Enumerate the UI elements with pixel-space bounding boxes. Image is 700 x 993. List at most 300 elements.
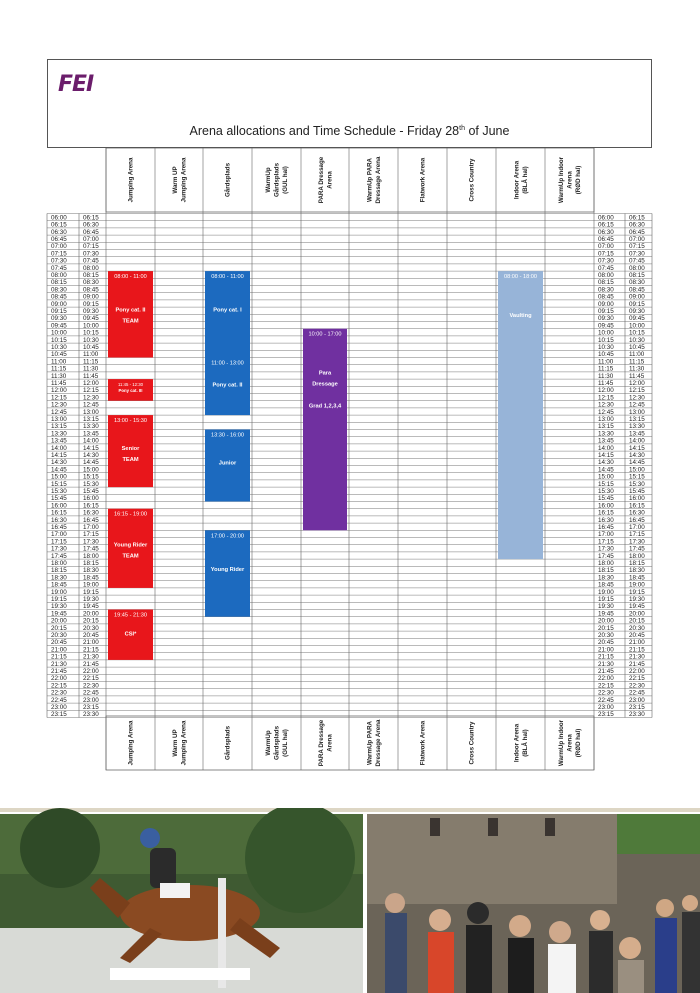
time-end: 10:45: [83, 344, 99, 351]
time-end: 16:00: [629, 495, 645, 503]
time-end: 09:45: [629, 315, 645, 323]
time-end: 15:15: [83, 473, 99, 481]
time-start: 18:45: [51, 581, 67, 589]
arena-name: Jumping Arena: [127, 157, 135, 203]
arena-name: Dressage Arena: [374, 719, 382, 767]
time-start: 18:30: [598, 574, 614, 582]
time-start: 15:15: [51, 480, 67, 488]
time-end: 21:00: [629, 639, 645, 647]
time-start: 13:00: [51, 416, 67, 423]
time-end: 17:00: [83, 524, 99, 531]
event-time: 08:00 - 11:00: [114, 274, 147, 281]
arena-name: WarmUp PARA: [366, 158, 374, 202]
time-start: 23:15: [51, 711, 67, 719]
time-end: 16:30: [83, 509, 99, 517]
arena-name: Gårdsplads: [273, 162, 281, 198]
event-name: TEAM: [122, 318, 139, 325]
time-end: 14:30: [629, 452, 645, 459]
time-start: 08:15: [51, 279, 67, 287]
time-end: 09:00: [629, 293, 645, 301]
time-start: 14:45: [51, 466, 67, 474]
time-end: 10:30: [629, 336, 645, 344]
time-end: 06:30: [83, 221, 99, 229]
time-start: 10:30: [598, 344, 614, 351]
time-start: 17:00: [598, 531, 614, 539]
time-start: 14:15: [598, 452, 614, 459]
time-start: 20:30: [598, 632, 614, 639]
time-start: 11:15: [598, 365, 614, 373]
time-end: 20:00: [629, 610, 645, 618]
time-end: 23:30: [629, 711, 645, 719]
event-block: [108, 509, 153, 588]
time-end: 18:15: [83, 560, 99, 567]
time-start: 11:30: [598, 372, 614, 380]
time-start: 19:45: [598, 610, 614, 618]
time-start: 12:15: [598, 394, 614, 402]
time-start: 06:15: [598, 221, 614, 229]
time-start: 23:00: [51, 704, 67, 711]
time-end: 13:00: [629, 408, 645, 416]
arena-label-bottom: [420, 720, 427, 765]
time-start: 22:30: [51, 689, 67, 697]
arena-name: WarmUp Indoor: [558, 156, 565, 204]
arena-name: WarmUp PARA: [366, 721, 374, 765]
time-end: 15:30: [629, 480, 645, 488]
time-start: 10:00: [51, 329, 67, 337]
time-start: 12:30: [598, 401, 614, 409]
time-start: 13:45: [51, 437, 67, 445]
event-bar: [205, 271, 250, 357]
arena-name: Cross Country: [468, 158, 476, 202]
time-end: 08:15: [629, 272, 645, 279]
time-end: 10:15: [629, 329, 645, 337]
time-start: 19:15: [598, 596, 614, 603]
time-end: 19:30: [83, 596, 99, 603]
time-start: 14:45: [598, 466, 614, 474]
arena-name: Flatwork Arena: [419, 720, 427, 766]
time-start: 20:15: [51, 624, 67, 632]
time-end: 20:15: [629, 617, 645, 625]
fei-logo: FEI: [58, 72, 94, 97]
time-end: 21:30: [83, 653, 99, 661]
event-name: Pony cat. III: [118, 388, 143, 394]
arena-label-top: [318, 156, 334, 203]
event-name: CSI*: [124, 631, 137, 638]
time-start: 07:30: [598, 257, 614, 265]
time-start: 06:30: [598, 228, 614, 236]
time-end: 06:30: [629, 221, 645, 229]
arena-name: Dressage Arena: [374, 156, 382, 204]
event-name: Senior: [121, 445, 140, 452]
time-end: 15:00: [83, 466, 99, 474]
event-name: Grad 1,2,3,4: [308, 403, 342, 410]
event-bar: [205, 530, 250, 616]
time-start: 21:15: [51, 653, 67, 661]
time-start: 07:45: [598, 264, 614, 272]
time-start: 12:00: [51, 387, 67, 395]
time-start: 08:15: [598, 279, 614, 287]
time-end: 13:45: [83, 430, 99, 438]
time-start: 17:45: [598, 552, 614, 560]
time-end: 11:30: [629, 365, 645, 373]
event-name: Junior: [218, 460, 237, 467]
arena-label-bottom: [366, 719, 382, 766]
time-end: 11:45: [629, 372, 645, 380]
time-end: 17:45: [629, 545, 645, 553]
time-end: 08:15: [83, 272, 99, 279]
time-end: 18:15: [629, 560, 645, 567]
time-start: 06:30: [51, 228, 67, 236]
time-end: 14:15: [629, 444, 645, 452]
time-end: 11:30: [83, 365, 99, 373]
arena-name: Arena: [326, 171, 334, 189]
time-end: 12:30: [83, 394, 99, 402]
time-start: 17:45: [51, 552, 67, 560]
event-name: Dressage: [312, 381, 338, 388]
event-time: 17:00 - 20:00: [211, 533, 244, 540]
time-start: 18:00: [51, 560, 67, 567]
event-time: 13:00 - 15:30: [114, 418, 147, 425]
time-end: 12:30: [629, 394, 645, 402]
time-start: 20:45: [598, 639, 614, 647]
time-end: 18:30: [83, 567, 99, 575]
time-end: 14:15: [83, 444, 99, 452]
arena-name: (GUL hal): [282, 729, 289, 757]
arena-name: WarmUp: [265, 167, 272, 193]
time-start: 15:15: [598, 480, 614, 488]
arena-label-top: [265, 162, 289, 197]
time-start: 13:45: [598, 437, 614, 445]
arena-name: Arena: [566, 734, 574, 752]
arena-name: Indoor Arena: [513, 723, 521, 763]
time-start: 11:30: [51, 372, 67, 380]
arena-label-bottom: [318, 719, 334, 766]
time-end: 12:45: [83, 401, 99, 409]
time-start: 14:15: [51, 452, 67, 459]
time-end: 22:00: [629, 668, 645, 675]
time-start: 10:15: [51, 336, 67, 344]
arena-label-top: [420, 157, 427, 202]
time-start: 09:00: [598, 300, 614, 308]
arena-name: PARA Dressage: [317, 719, 325, 767]
time-start: 09:30: [598, 315, 614, 323]
time-end: 21:45: [629, 660, 645, 668]
time-end: 21:30: [629, 653, 645, 661]
time-start: 07:15: [51, 250, 67, 258]
time-start: 18:45: [598, 581, 614, 589]
arena-name: Flatwork Arena: [419, 157, 427, 203]
time-start: 14:00: [598, 444, 614, 452]
time-start: 19:00: [598, 588, 614, 596]
event-name: TEAM: [122, 456, 139, 463]
time-start: 20:30: [51, 632, 67, 639]
time-start: 16:15: [598, 509, 614, 517]
time-end: 09:30: [83, 308, 99, 315]
time-end: 12:00: [629, 380, 645, 387]
time-start: 08:30: [51, 286, 67, 294]
time-end: 13:30: [629, 423, 645, 431]
event-name: Pony cat. II: [115, 307, 146, 314]
time-start: 10:45: [51, 351, 67, 359]
time-start: 15:00: [598, 473, 614, 481]
time-end: 21:45: [83, 660, 99, 668]
time-start: 09:00: [51, 300, 67, 308]
photo-strip: [0, 808, 700, 993]
time-start: 14:30: [51, 459, 67, 467]
time-start: 17:00: [51, 531, 67, 539]
time-start: 16:00: [51, 502, 67, 510]
arena-label-bottom: [225, 725, 232, 760]
time-start: 13:15: [51, 423, 67, 431]
event-bar: [108, 271, 153, 357]
time-start: 21:45: [51, 668, 67, 675]
arena-name: Indoor Arena: [513, 160, 521, 200]
event-name: Vaulting: [509, 313, 532, 320]
time-start: 16:45: [51, 524, 67, 531]
time-start: 06:45: [51, 236, 67, 243]
time-start: 18:15: [51, 567, 67, 575]
time-start: 22:45: [51, 696, 67, 704]
arena-name: Jumping Arena: [180, 720, 188, 766]
time-end: 18:45: [83, 574, 99, 582]
arena-name: (RØD hal): [575, 165, 582, 195]
time-end: 17:30: [83, 538, 99, 546]
time-start: 13:30: [51, 430, 67, 438]
arena-label-top: [172, 157, 188, 202]
arena-label-top: [366, 156, 382, 203]
time-end: 15:00: [629, 466, 645, 474]
time-start: 17:15: [51, 538, 67, 546]
time-start: 23:15: [598, 711, 614, 719]
time-end: 16:15: [629, 502, 645, 510]
time-end: 13:45: [629, 430, 645, 438]
time-end: 19:00: [83, 581, 99, 589]
time-end: 18:00: [83, 552, 99, 560]
time-start: 21:30: [598, 660, 614, 668]
time-end: 08:30: [83, 279, 99, 287]
time-start: 11:00: [51, 358, 67, 366]
time-end: 14:45: [629, 459, 645, 467]
arena-name: Cross Country: [468, 721, 476, 765]
arena-name: Warm UP: [171, 729, 179, 757]
time-start: 07:30: [51, 257, 67, 265]
event-name: Pony cat. II: [212, 382, 243, 389]
arena-label-top: [558, 156, 582, 203]
time-start: 13:30: [598, 430, 614, 438]
time-end: 16:30: [629, 509, 645, 517]
time-start: 17:30: [51, 545, 67, 553]
time-start: 18:30: [51, 574, 67, 582]
event-name: Young Rider: [113, 542, 148, 549]
event-block: [205, 430, 250, 502]
time-end: 19:30: [629, 596, 645, 603]
time-end: 17:00: [629, 524, 645, 531]
event-time: 11:45 - 12:30: [117, 382, 144, 388]
time-end: 22:30: [629, 682, 645, 690]
time-start: 21:45: [598, 668, 614, 675]
time-start: 15:45: [598, 495, 614, 503]
time-end: 06:15: [83, 214, 99, 222]
time-start: 09:30: [51, 315, 67, 323]
time-end: 07:30: [83, 250, 99, 258]
event-time: 08:00 - 18:00: [504, 274, 537, 281]
time-start: 15:30: [51, 488, 67, 495]
time-end: 11:45: [83, 372, 99, 380]
arena-label-top: [469, 158, 476, 202]
time-end: 08:30: [629, 279, 645, 287]
event-name: Para: [318, 370, 332, 377]
time-end: 15:45: [629, 488, 645, 495]
time-start: 08:45: [598, 293, 614, 301]
time-end: 06:45: [629, 228, 645, 236]
time-end: 08:00: [83, 264, 99, 272]
time-start: 19:30: [598, 603, 614, 611]
event-block: [108, 610, 153, 660]
time-end: 14:45: [83, 459, 99, 467]
time-end: 19:00: [629, 581, 645, 589]
time-start: 11:00: [598, 358, 614, 366]
arena-label-top: [128, 157, 135, 202]
arena-label-bottom: [513, 723, 529, 762]
event-block: [498, 271, 543, 559]
time-start: 11:15: [51, 365, 67, 373]
time-start: 06:45: [598, 236, 614, 243]
time-start: 10:45: [598, 351, 614, 359]
time-end: 22:45: [83, 689, 99, 697]
time-end: 17:45: [83, 545, 99, 553]
time-end: 07:45: [629, 257, 645, 265]
time-start: 12:00: [598, 387, 614, 395]
time-start: 20:00: [598, 617, 614, 625]
time-start: 19:00: [51, 588, 67, 596]
event-name: TEAM: [122, 553, 139, 560]
time-end: 18:00: [629, 552, 645, 560]
time-start: 13:15: [598, 423, 614, 431]
time-end: 11:00: [629, 351, 645, 359]
arena-name: Gårdsplads: [224, 725, 232, 761]
time-start: 08:45: [51, 293, 67, 301]
time-start: 15:30: [598, 488, 614, 495]
time-end: 15:30: [83, 480, 99, 488]
time-end: 06:15: [629, 214, 645, 222]
time-end: 12:00: [83, 380, 99, 387]
time-start: 17:30: [598, 545, 614, 553]
page-title: Arena allocations and Time Schedule - Friday 28th of June: [189, 124, 510, 138]
time-start: 09:15: [51, 308, 67, 315]
time-end: 13:15: [629, 416, 645, 423]
time-end: 07:15: [629, 243, 645, 251]
event-block: [205, 530, 250, 616]
arena-name: WarmUp Indoor: [558, 719, 565, 767]
time-start: 20:15: [598, 624, 614, 632]
time-end: 19:15: [83, 588, 99, 596]
time-end: 14:00: [629, 437, 645, 445]
time-end: 22:00: [83, 668, 99, 675]
time-end: 11:15: [83, 358, 99, 366]
time-start: 08:30: [598, 286, 614, 294]
time-end: 10:00: [83, 322, 99, 330]
arena-name: WarmUp: [265, 730, 272, 756]
event-block: [108, 379, 153, 401]
time-end: 20:45: [83, 632, 99, 639]
time-end: 09:00: [83, 293, 99, 301]
arena-name: Warm UP: [171, 166, 179, 194]
time-end: 16:45: [83, 516, 99, 524]
time-end: 21:15: [629, 646, 645, 654]
arena-name: Arena: [566, 171, 574, 189]
arena-label-bottom: [558, 719, 582, 766]
time-end: 13:15: [83, 416, 99, 423]
time-end: 21:00: [83, 639, 99, 647]
time-end: 14:30: [83, 452, 99, 459]
event-time: 11:00 - 13:00: [211, 360, 244, 367]
arena-label-top: [513, 160, 529, 199]
time-start: 18:00: [598, 560, 614, 567]
time-start: 21:30: [51, 660, 67, 668]
time-end: 07:30: [629, 250, 645, 258]
time-start: 07:00: [598, 243, 614, 251]
time-end: 09:30: [629, 308, 645, 315]
time-start: 22:45: [598, 696, 614, 704]
event-time: 10:00 - 17:00: [308, 331, 342, 338]
time-end: 22:45: [629, 689, 645, 697]
time-start: 16:15: [51, 509, 67, 517]
time-start: 08:00: [598, 272, 614, 279]
time-start: 07:15: [598, 250, 614, 258]
time-end: 15:15: [629, 473, 645, 481]
arena-label-bottom: [469, 721, 476, 765]
time-start: 22:00: [598, 675, 614, 683]
time-start: 20:45: [51, 639, 67, 647]
time-end: 16:45: [629, 516, 645, 524]
time-end: 14:00: [83, 437, 99, 445]
time-end: 11:15: [629, 358, 645, 366]
event-block: [205, 271, 250, 357]
arena-name: Gårdsplads: [273, 725, 281, 761]
time-start: 21:00: [598, 646, 614, 654]
arena-label-top: [225, 162, 232, 197]
arena-name: Jumping Arena: [127, 720, 135, 766]
time-end: 06:45: [83, 228, 99, 236]
time-end: 19:45: [629, 603, 645, 611]
time-end: 09:15: [83, 300, 99, 308]
time-start: 19:45: [51, 610, 67, 618]
time-end: 08:00: [629, 264, 645, 272]
arena-name: (RØD hal): [575, 728, 582, 758]
time-end: 08:45: [83, 286, 99, 294]
time-end: 22:15: [629, 675, 645, 683]
time-end: 23:00: [629, 696, 645, 704]
time-end: 07:00: [629, 236, 645, 243]
time-end: 15:45: [83, 488, 99, 495]
time-end: 10:00: [629, 322, 645, 330]
event-name: Pony cat. I: [213, 307, 242, 314]
time-end: 12:15: [629, 387, 645, 395]
time-end: 08:45: [629, 286, 645, 294]
time-start: 19:30: [51, 603, 67, 611]
time-end: 20:30: [83, 624, 99, 632]
time-start: 16:45: [598, 524, 614, 531]
time-end: 07:00: [83, 236, 99, 243]
event-time: 08:00 - 11:00: [211, 274, 244, 281]
arena-name: Gårdsplads: [224, 162, 232, 198]
time-start: 15:45: [51, 495, 67, 503]
time-start: 12:45: [598, 408, 614, 416]
time-end: 20:15: [83, 617, 99, 625]
time-start: 22:30: [598, 689, 614, 697]
time-start: 12:30: [51, 401, 67, 409]
arena-label-bottom: [265, 725, 289, 760]
